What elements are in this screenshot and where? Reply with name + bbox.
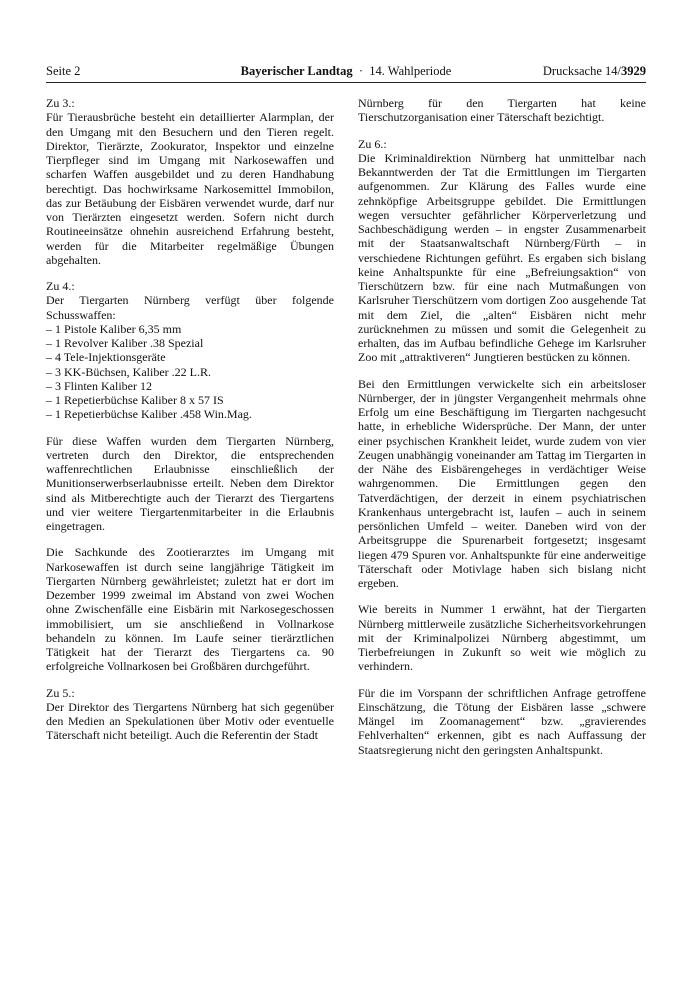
list-item: – 3 Flinten Kaliber 12: [46, 378, 152, 393]
drucksache-id: Drucksache 14/3929: [542, 64, 646, 78]
list-item: – 1 Repetierbüchse Kaliber 8 x 57 IS: [46, 393, 224, 407]
weapons-list: [46, 322, 334, 422]
section-text-6: Die Kriminaldirektion Nürnberg hat unmittelbar nach Bekanntwerden der Tat die Ermittlungen im Tiergarten aufgenommen. Zur Klärung des Falles wurde eine zehnköpfige Arbeitsgruppe gebildet. Die Ermittlungen wegen versuchter gefährlicher Körperverletzung und Sachbeschädigung werden – in engster Zusammenarbeit mit der Staatsanwaltschaft Nürnberg/Fürth – in verschiedene Richtungen geführt. Es ergaben sich bislang keine Anhaltspunkte für eine „Befreiungsaktion“ von Tierschützern bzw. für eine nach Mutmaßungen von Karlsruher Tierschützern vom dortigen Zoo ausgehende Tat mit dem Ziel, die „alten“ Eisbären nicht mehr zurücknehmen zu müssen und somit die Gelegenheit zu erhalten, das im Aufbau befindliche Gehege im Karlsruher Zoo mit „attraktiveren“ Jungtieren bestücken zu können.: [358, 150, 646, 365]
section-text-5-cont: Nürnberg für den Tiergarten hat keine Tierschutzorganisation einer Täterschaft bezichtigt.: [358, 96, 646, 125]
page-header: [46, 64, 646, 82]
list-item: – 4 Tele-Injektionsgeräte: [46, 350, 166, 365]
section-intro-4: Der Tiergarten Nürnberg verfügt über folgende Schusswaffen:: [46, 293, 334, 322]
page-number: Seite 2: [46, 64, 81, 78]
section-heading-6: Zu 6.:: [358, 136, 387, 151]
section-text-4b: Die Sachkunde des Zootierarztes im Umgang mit Narkosewaffen ist durch seine langjährige Tätigkeit im Tiergarten Nürnberg gewährleistet; zuletzt hat er dort im Dezember 1999 zweimal im Abstand von zwei Wochen ohne Zwischenfälle eine Eisbärin mit Narkosegeschossen immobilisiert, um sie anschließend in Vollnarkose behandeln zu können. Im Laufe seiner tierärztlichen Tätigkeit hat der Tierarzt des Tiergartens ca. 90 erfolgreiche Vollnarkosen bei Großbären durchgeführt.: [46, 545, 334, 674]
section-heading-3: Zu 3.:: [46, 96, 75, 110]
drucksache-number: 3929: [621, 64, 646, 78]
section-text-3: Für Tierausbrüche besteht ein detaillierter Alarmplan, der den Umgang mit den Besuchern und den Tieren regelt. Direktor, Tierärzte, Zookurator, Inspektor und einzelne Tierpfleger sind im Umgang mit Narkosewaffen und scharfen Waffen ausgebildet und zu deren Handhabung berechtigt. Das hochwirksame Narkosemittel Immobilon, das zur Betäubung der Eisbären verwendet wurde, darf nur von Tierärzten eingesetzt werden. Sofern nicht durch Routineeinsätze ohnehin ausreichend Erfahrung besteht, werden für die Mitarbeiter regelmäßige Übungen abgehalten.: [46, 110, 334, 267]
left-column: [46, 96, 334, 755]
section-text-4: Für diese Waffen wurden dem Tiergarten Nürnberg, vertreten durch den Direktor, die entsprechenden waffenrechtlichen Erlaubnisse einschließlich der Munitionserwerbserlaubnisse erteilt. Neben dem Direktor sind als Mitberechtigte auch der Tierarzt des Tiergartens und vier weitere Tiergartenmitarbeiter in die Erlaubnis eingetragen.: [46, 433, 334, 533]
right-column: [358, 96, 646, 769]
header-rule: [46, 82, 646, 83]
parliament-name: Bayerischer Landtag: [240, 64, 353, 78]
section-heading-5: Zu 5.:: [46, 685, 75, 700]
section-text-5: Der Direktor des Tiergartens Nürnberg hat sich gegenüber den Medien an Spekulationen über Motiv oder eventuelle Täterschaft nicht beteiligt. Auch die Referentin der Stadt: [46, 699, 334, 743]
section-heading-4: Zu 4.:: [46, 279, 75, 293]
header-separator: ·: [358, 64, 363, 78]
legislative-period: 14. Wahlperiode: [369, 64, 452, 78]
list-item: – 3 KK-Büchsen, Kaliber .22 L.R.: [46, 364, 211, 379]
list-item: – 1 Pistole Kaliber 6,35 mm: [46, 321, 182, 336]
section-text-6d: Für die im Vorspann der schriftlichen Anfrage getroffene Einschätzung, die Tötung der Eisbären lasse „schwere Mängel im Zoomanagement“ bzw. „gravierendes Fehlverhalten“ erkennen, gibt es nach Auffassung der Staatsregierung nicht den geringsten Anhaltspunkt.: [358, 685, 646, 757]
section-text-6b: Bei den Ermittlungen verwickelte sich ein arbeitsloser Nürnberger, der in jüngster Vergangenheit mehrmals ohne Erfolg um eine Beschäftigung im Tiergarten nachgesucht hatte, in erhebliche Widersprüche. Der Mann, der unter einer psychischen Krankheit leidet, wurde zudem von vier Zeugen unabhängig voneinander am Tattag im Tiergarten in der Nähe des Eisbärengeheges in verdächtiger Weise wahrgenommen. Die Ermittlungen gegen den Tatverdächtigen, der derzeit in einem psychiatrischen Krankenhaus untergebracht ist, laufen – auch in seinem persönlichen Umfeld – weiter. Daneben wird von der Arbeitsgruppe die Spurenarbeit fortgesetzt; insgesamt liegen 479 Spuren vor. Anhaltspunkte für eine anderweitige Täterschaft oder Motivlage haben sich bislang nicht ergeben.: [358, 376, 646, 590]
list-item: – 1 Repetierbüchse Kaliber .458 Win.Mag.: [46, 407, 252, 422]
section-text-6c: Wie bereits in Nummer 1 erwähnt, hat der Tiergarten Nürnberg mittlerweile zusätzliche Sicherheitsvorkehrungen mit der Kriminalpolizei Nürnberg abgestimmt, um Tierbefreiungen in Zukunft so weit wie möglich zu verhindern.: [358, 602, 646, 674]
list-item: – 1 Revolver Kaliber .38 Spezial: [46, 336, 204, 350]
